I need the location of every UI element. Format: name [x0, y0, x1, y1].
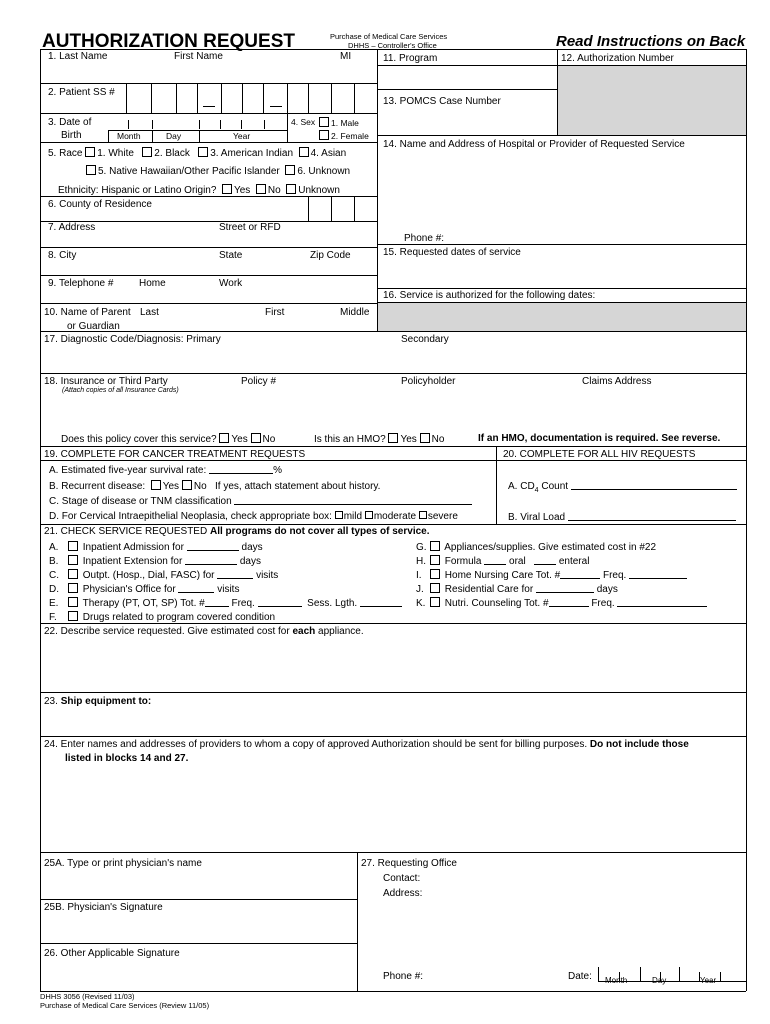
hmo-yes-checkbox[interactable]: [388, 433, 398, 443]
service-i-total-field[interactable]: [560, 569, 600, 579]
date-year-label: Year: [700, 976, 717, 985]
service-e-session-field[interactable]: [360, 597, 402, 607]
service-k-label: Nutri. Counseling Tot. #: [444, 598, 549, 609]
cd4-subscript: 4: [534, 487, 539, 494]
row-line: [40, 446, 746, 447]
stage-label: C. Stage of disease or TNM classification: [49, 496, 232, 507]
hmo-question-row: [314, 433, 444, 445]
date-divider: [598, 967, 599, 981]
hmo-no-label: No: [431, 434, 445, 445]
agency-line-2: DHHS – Controller's Office: [348, 41, 437, 50]
service-letter: C.: [49, 570, 59, 581]
describe-service-bold: each: [292, 626, 316, 637]
column-divider: [496, 446, 497, 524]
race-asian-checkbox[interactable]: [299, 147, 309, 157]
coverage-question: Does this policy cover this service?: [61, 434, 217, 445]
ethnicity-unknown-checkbox[interactable]: [286, 184, 296, 194]
row-line: [40, 303, 377, 304]
row-line: [40, 373, 746, 374]
row-line: [40, 943, 357, 944]
service-h-oral-label: oral: [509, 556, 526, 567]
city-field[interactable]: [41, 260, 376, 274]
service-h-label: Formula: [444, 556, 482, 567]
instructions-note: Read Instructions on Back: [556, 33, 746, 50]
county-field[interactable]: [308, 197, 376, 219]
service-b-row: [49, 555, 261, 567]
service-a-label: Inpatient Admission for: [82, 542, 184, 553]
insurance-note: (Attach copies of all Insurance Cards): [62, 387, 179, 394]
dob-tick: [128, 120, 129, 129]
billing-providers-bold-2: listed in blocks 14 and 27.: [65, 753, 189, 764]
service-letter: E.: [49, 598, 59, 609]
dob-month-label: Month: [117, 131, 141, 141]
dob-day-label: Day: [166, 131, 182, 141]
service-a-row: [49, 541, 263, 553]
dob-year-label: Year: [233, 131, 251, 141]
contact-label: Contact:: [383, 873, 421, 884]
service-k-freq-label: Freq.: [591, 598, 615, 609]
ss-divider: [197, 83, 198, 113]
service-d-checkbox[interactable]: [68, 583, 78, 593]
office-phone-label: Phone #:: [383, 971, 424, 982]
program-label: 11. Program: [383, 53, 438, 64]
ss-divider: [331, 83, 332, 113]
describe-service-tail: appliance.: [318, 626, 364, 637]
dob-label: 3. Date of: [48, 117, 92, 128]
county-label: 6. County of Residence: [48, 199, 152, 210]
stage-row: [49, 495, 472, 507]
service-e-freq-field[interactable]: [258, 597, 302, 607]
ss-label: 2. Patient SS #: [48, 87, 115, 98]
service-letter: F.: [49, 612, 57, 623]
race-white-checkbox[interactable]: [85, 147, 95, 157]
dob-divider: [287, 113, 288, 142]
service-b-unit: days: [239, 556, 261, 567]
dob-divider: [152, 130, 153, 142]
service-a-days-field[interactable]: [187, 541, 239, 551]
state-label: State: [219, 250, 243, 261]
survival-rate-field[interactable]: [209, 464, 273, 474]
row-line: [377, 288, 746, 289]
frame-bottom: [40, 991, 746, 992]
dob-label-2: Birth: [61, 130, 82, 141]
sex-male-label: 1. Male: [331, 118, 359, 128]
telephone-label: 9. Telephone #: [48, 278, 114, 289]
service-c-unit: visits: [256, 570, 279, 581]
county-divider: [331, 196, 332, 221]
ethnicity-unknown-label: Unknown: [298, 185, 340, 196]
ss-divider: [263, 83, 264, 113]
zip-label: Zip Code: [310, 250, 351, 261]
dob-tick: [241, 120, 242, 129]
checkbox-icon[interactable]: [319, 117, 329, 127]
coverage-yes-checkbox[interactable]: [219, 433, 229, 443]
service-g-label: Appliances/supplies. Give estimated cost in #22: [444, 542, 657, 553]
service-j-checkbox[interactable]: [430, 583, 440, 593]
service-j-unit: days: [596, 584, 618, 595]
first-name-label: First Name: [174, 51, 223, 62]
form-number: DHHS 3056 (Revised 11/03): [40, 992, 135, 1001]
service-b-checkbox[interactable]: [68, 555, 78, 565]
diagnosis-label: 17. Diagnostic Code/Diagnosis: Primary: [44, 334, 221, 345]
service-k-freq-field[interactable]: [617, 597, 707, 607]
service-g-checkbox[interactable]: [430, 541, 440, 551]
viral-load-row: [508, 511, 736, 523]
race-white-label: 1. White: [97, 148, 134, 159]
race-black-label: 2. Black: [154, 148, 190, 159]
describe-service-label: [44, 626, 364, 637]
county-divider: [308, 196, 309, 221]
survival-rate-label: A. Estimated five-year survival rate:: [49, 465, 207, 476]
percent-label: %: [273, 465, 282, 476]
service-d-row: [49, 583, 239, 595]
physician-signature-label: 25B. Physician's Signature: [44, 902, 163, 913]
ship-equipment-number: 23.: [44, 696, 58, 707]
ethnicity-yes-label: Yes: [233, 185, 251, 196]
program-field[interactable]: [378, 65, 556, 89]
service-d-unit: visits: [217, 584, 240, 595]
service-letter: K.: [416, 598, 426, 609]
row-line: [40, 524, 746, 525]
ship-equipment-field[interactable]: [41, 709, 745, 735]
coverage-no-label: No: [262, 434, 276, 445]
authorized-dates-shaded-area: [378, 303, 746, 331]
recurrent-no-label: No: [193, 481, 207, 492]
requested-dates-label: 15. Requested dates of service: [383, 247, 521, 258]
dob-tick: [264, 120, 265, 129]
cin-moderate-label: moderate: [373, 511, 417, 522]
parent-first-label: First: [265, 307, 285, 318]
recurrent-no-checkbox[interactable]: [182, 480, 192, 490]
column-divider: [357, 852, 358, 991]
authorization-shaded-area: [558, 65, 746, 135]
physician-signature-field[interactable]: [41, 914, 356, 942]
race-label: 5. Race: [48, 148, 83, 159]
sex-male-option[interactable]: [319, 117, 359, 128]
race-unknown-label: 6. Unknown: [297, 166, 351, 177]
service-j-row: [416, 583, 618, 595]
mi-label: MI: [340, 51, 352, 62]
telephone-field[interactable]: [41, 288, 376, 302]
service-e-label: Therapy (PT, OT, SP) Tot. #: [82, 598, 205, 609]
cin-mild-label: mild: [343, 511, 363, 522]
service-h-oral-field[interactable]: [484, 555, 506, 565]
row-line: [40, 275, 377, 276]
race-unknown-checkbox[interactable]: [285, 165, 295, 175]
service-section-label: [44, 526, 430, 537]
service-g-row: [416, 541, 656, 553]
recurrent-yes-checkbox[interactable]: [151, 480, 161, 490]
parent-label: 10. Name of Parent: [44, 307, 131, 318]
service-c-checkbox[interactable]: [68, 569, 78, 579]
billing-providers-field[interactable]: [41, 767, 745, 851]
service-letter: B.: [49, 556, 59, 567]
city-label: 8. City: [48, 250, 77, 261]
billing-providers-text: 24. Enter names and addresses of providers to whom a copy of approved Authorization should be sent for billing purposes.: [44, 739, 588, 750]
service-i-label: Home Nursing Care Tot. #: [444, 570, 561, 581]
date-divider: [679, 967, 680, 981]
provider-phone-label: Phone #:: [404, 233, 445, 244]
service-d-label: Physician's Office for: [82, 584, 176, 595]
ss-divider: [126, 83, 127, 113]
last-name-label: 1. Last Name: [48, 51, 108, 62]
service-f-checkbox[interactable]: [68, 611, 78, 621]
physician-name-field[interactable]: [41, 870, 356, 898]
insurance-field[interactable]: [41, 396, 745, 430]
coverage-yes-label: Yes: [231, 434, 248, 445]
service-h-enteral-field[interactable]: [534, 555, 556, 565]
requesting-office-label: 27. Requesting Office: [361, 858, 457, 869]
service-c-row: [49, 569, 278, 581]
other-signature-field[interactable]: [41, 962, 356, 990]
dob-divider: [199, 130, 200, 142]
describe-service-field[interactable]: [41, 639, 745, 691]
service-d-visits-field[interactable]: [178, 583, 214, 593]
ss-number-field[interactable]: [126, 84, 376, 112]
county-divider: [354, 196, 355, 221]
date-divider: [640, 967, 641, 981]
row-line: [40, 692, 746, 693]
policy-label: Policy #: [241, 376, 277, 387]
pomcs-case-label: 13. POMCS Case Number: [383, 96, 501, 107]
stage-field[interactable]: [234, 495, 472, 505]
dob-divider: [108, 130, 109, 142]
viral-load-field[interactable]: [568, 511, 736, 521]
form-title: AUTHORIZATION REQUEST: [42, 31, 295, 52]
secondary-diagnosis-label: Secondary: [401, 334, 449, 345]
cin-label: D. For Cervical Intraepithelial Neoplasia, check appropriate box:: [49, 511, 332, 522]
ss-divider: [242, 83, 243, 113]
viral-load-label: B. Viral Load: [508, 512, 566, 523]
date-of-birth-field[interactable]: [108, 116, 286, 130]
row-line: [40, 247, 377, 248]
cd4-label: A. CD: [508, 481, 535, 492]
claims-address-label: Claims Address: [582, 376, 652, 387]
row-line: [377, 89, 558, 90]
office-address-label: Address:: [383, 888, 423, 899]
service-f-label: Drugs related to program covered condition: [82, 612, 276, 623]
form-review-note: Purchase of Medical Care Services (Review 11/05): [40, 1001, 210, 1010]
row-line: [40, 736, 746, 737]
hmo-note: If an HMO, documentation is required. See reverse.: [478, 433, 721, 444]
street-label: Street or RFD: [219, 222, 281, 233]
date-day-label: Day: [652, 976, 667, 985]
date-month-label: Month: [605, 976, 628, 985]
address-label: 7. Address: [48, 222, 96, 233]
race-row-2: [86, 165, 350, 177]
recurrent-yes-label: Yes: [162, 481, 180, 492]
service-letter: A.: [49, 542, 59, 553]
row-line: [377, 244, 746, 245]
service-k-total-field[interactable]: [549, 597, 589, 607]
row-line: [377, 135, 746, 136]
ss-dash: [203, 106, 215, 107]
ss-divider: [151, 83, 152, 113]
race-row-1: [48, 147, 346, 159]
service-j-days-field[interactable]: [536, 583, 594, 593]
ethnicity-yes-checkbox[interactable]: [222, 184, 232, 194]
parent-label-2: or Guardian: [67, 321, 120, 332]
dob-tick: [199, 120, 200, 129]
service-letter: D.: [49, 584, 59, 595]
dob-tick: [152, 120, 153, 129]
service-j-label: Residential Care for: [444, 584, 534, 595]
service-letter: I.: [416, 570, 422, 581]
insurance-label: 18. Insurance or Third Party: [44, 376, 168, 387]
ss-divider: [221, 83, 222, 113]
service-b-days-field[interactable]: [185, 555, 237, 565]
work-phone-label: Work: [219, 278, 243, 289]
hmo-no-checkbox[interactable]: [420, 433, 430, 443]
ethnicity-row: [58, 184, 340, 196]
date-tick: [720, 972, 721, 981]
row-line: [40, 899, 357, 900]
frame-right: [746, 49, 747, 991]
address-field[interactable]: [41, 232, 376, 246]
checkbox-icon[interactable]: [319, 130, 329, 140]
hmo-yes-label: Yes: [400, 434, 417, 445]
cin-mild-checkbox[interactable]: [335, 511, 343, 519]
physician-name-label: 25A. Type or print physician's name: [44, 858, 202, 869]
service-i-freq-label: Freq.: [602, 570, 627, 581]
service-letter: G.: [416, 542, 427, 553]
service-h-row: [416, 555, 589, 567]
describe-service-text: 22. Describe service requested. Give estimated cost for: [44, 626, 290, 637]
provider-label: 14. Name and Address of Hospital or Provider of Requested Service: [383, 139, 685, 150]
service-c-visits-field[interactable]: [217, 569, 253, 579]
service-e-checkbox[interactable]: [68, 597, 78, 607]
parent-name-field[interactable]: [130, 318, 376, 330]
ss-divider: [287, 83, 288, 113]
service-i-row: [416, 569, 687, 581]
sex-female-label: 2. Female: [331, 131, 369, 141]
service-a-unit: days: [241, 542, 263, 553]
cin-row: [49, 511, 458, 522]
service-section-warning: All programs do not cover all types of service.: [209, 526, 430, 537]
recurrent-note: If yes, attach statement about history.: [214, 481, 381, 492]
cd4-row: [508, 480, 737, 494]
cin-severe-label: severe: [427, 511, 458, 522]
service-c-label: Outpt. (Hosp., Dial, FASC) for: [82, 570, 215, 581]
ethnicity-no-label: No: [267, 185, 281, 196]
sex-label: 4. Sex: [291, 117, 316, 127]
coverage-no-checkbox[interactable]: [251, 433, 261, 443]
insurance-questions-row: [61, 433, 275, 445]
race-asian-label: 4. Asian: [310, 148, 347, 159]
hiv-section-label: 20. COMPLETE FOR ALL HIV REQUESTS: [503, 449, 696, 460]
authorization-number-label: 12. Authorization Number: [561, 53, 674, 64]
service-letter: J.: [416, 584, 424, 595]
ethnicity-label: Ethnicity: Hispanic or Latino Origin?: [58, 185, 217, 196]
parent-middle-label: Middle: [340, 307, 370, 318]
cin-severe-checkbox[interactable]: [419, 511, 427, 519]
service-i-freq-field[interactable]: [629, 569, 687, 579]
recurrent-label: B. Recurrent disease:: [49, 481, 146, 492]
ss-divider: [354, 83, 355, 113]
race-american-indian-checkbox[interactable]: [198, 147, 208, 157]
billing-providers-bold: Do not include those: [589, 739, 689, 750]
policyholder-label: Policyholder: [401, 376, 456, 387]
ss-divider: [308, 83, 309, 113]
row-line: [377, 65, 746, 66]
last-name-field[interactable]: [41, 62, 376, 82]
service-i-checkbox[interactable]: [430, 569, 440, 579]
dob-tick: [220, 120, 221, 129]
service-b-label: Inpatient Extension for: [82, 556, 183, 567]
date-label: Date:: [568, 971, 592, 982]
race-hawaiian-checkbox[interactable]: [86, 165, 96, 175]
row-line: [40, 331, 746, 332]
race-black-checkbox[interactable]: [142, 147, 152, 157]
service-e-row: [49, 597, 402, 609]
hmo-question: Is this an HMO?: [314, 434, 386, 445]
pomcs-case-field[interactable]: [378, 108, 556, 134]
service-h-checkbox[interactable]: [430, 555, 440, 565]
service-e-session-label: Sess. Lgth.: [307, 598, 358, 609]
ship-equipment-text: Ship equipment to:: [60, 696, 152, 707]
service-letter: H.: [416, 556, 426, 567]
authorized-dates-label: 16. Service is authorized for the following dates:: [383, 290, 596, 301]
race-american-indian-label: 3. American Indian: [210, 148, 294, 159]
recurrent-row: [49, 480, 380, 492]
requesting-office-field[interactable]: [430, 870, 745, 960]
ship-equipment-label: [44, 696, 151, 707]
agency-line-1: Purchase of Medical Care Services: [330, 32, 448, 41]
race-hawaiian-label: 5. Native Hawaiian/Other Pacific Islander: [98, 166, 280, 177]
ethnicity-no-checkbox[interactable]: [256, 184, 266, 194]
row-line: [496, 460, 746, 461]
home-phone-label: Home: [139, 278, 166, 289]
sex-female-option[interactable]: [319, 130, 369, 141]
service-a-checkbox[interactable]: [68, 541, 78, 551]
ss-divider: [176, 83, 177, 113]
survival-rate-row: [49, 464, 282, 476]
service-h-enteral-label: enteral: [558, 556, 590, 567]
cin-moderate-checkbox[interactable]: [365, 511, 373, 519]
row-line: [40, 113, 377, 114]
cd4-count-label: Count: [541, 481, 569, 492]
other-signature-label: 26. Other Applicable Signature: [44, 948, 180, 959]
service-f-row: [49, 611, 275, 623]
row-line: [40, 623, 746, 624]
row-line: [40, 460, 496, 461]
provider-field[interactable]: [378, 152, 745, 232]
parent-last-label: Last: [140, 307, 159, 318]
billing-providers-label: [44, 739, 689, 750]
service-section-title: 21. CHECK SERVICE REQUESTED: [44, 526, 208, 537]
row-line: [40, 852, 746, 853]
ss-dash: [270, 106, 282, 107]
service-e-total-field[interactable]: [205, 597, 229, 607]
row-line: [40, 142, 377, 143]
requested-dates-field[interactable]: [378, 259, 745, 287]
service-e-freq-label: Freq.: [231, 598, 255, 609]
service-k-checkbox[interactable]: [430, 597, 440, 607]
frame-top: [40, 49, 746, 50]
diagnosis-field[interactable]: [41, 346, 745, 372]
cd4-count-field[interactable]: [571, 480, 737, 490]
service-k-row: [416, 597, 707, 609]
cancer-section-label: 19. COMPLETE FOR CANCER TREATMENT REQUESTS: [44, 449, 306, 460]
